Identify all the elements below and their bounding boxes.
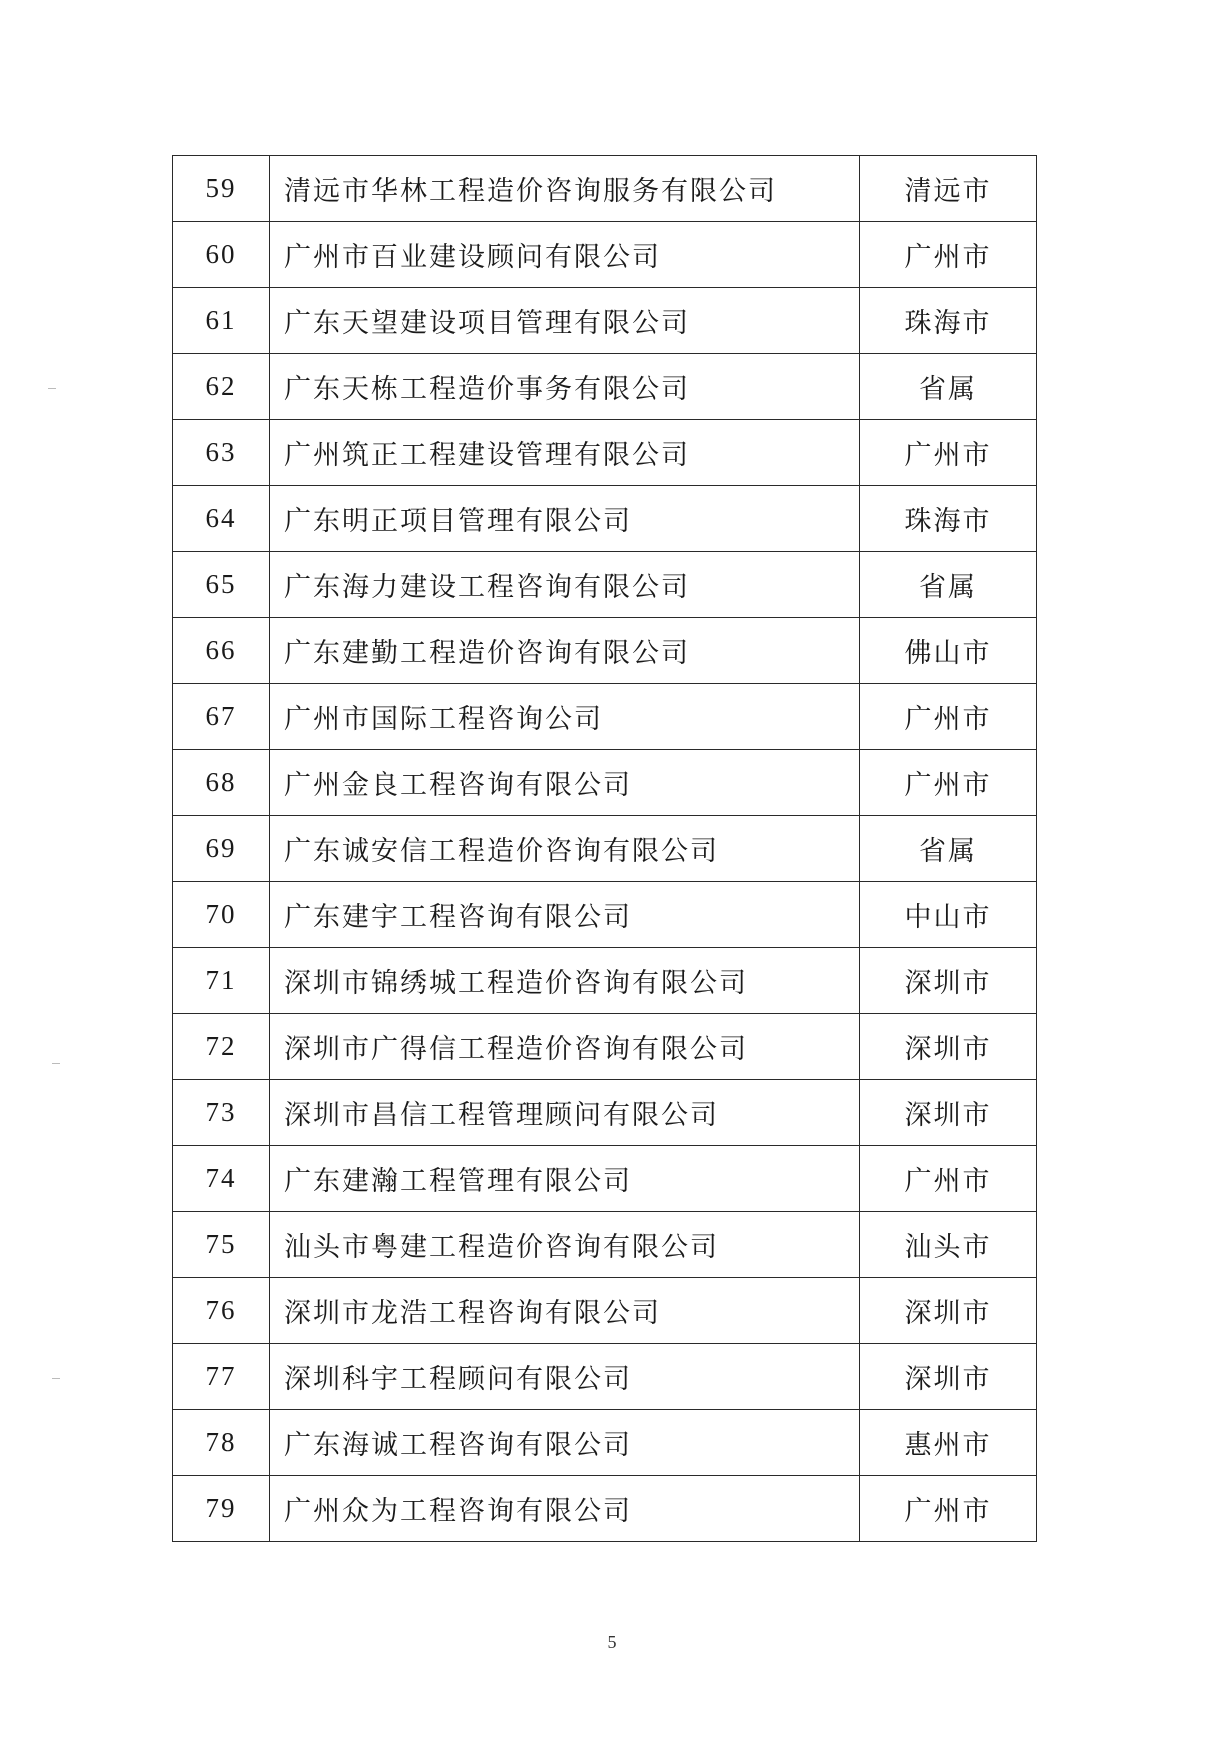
row-number: 75 — [173, 1212, 270, 1278]
row-number: 66 — [173, 618, 270, 684]
company-name: 广州市百业建设顾问有限公司 — [270, 222, 860, 288]
row-number: 61 — [173, 288, 270, 354]
city-name: 深圳市 — [860, 1080, 1037, 1146]
table-row — [173, 222, 1037, 288]
row-number: 72 — [173, 1014, 270, 1080]
company-name: 深圳市龙浩工程咨询有限公司 — [270, 1278, 860, 1344]
table-row — [173, 288, 1037, 354]
city-name: 广州市 — [860, 420, 1037, 486]
table-row — [173, 684, 1037, 750]
city-name: 清远市 — [860, 156, 1037, 222]
table-body — [173, 156, 1037, 1542]
city-name: 省属 — [860, 816, 1037, 882]
city-name: 广州市 — [860, 1146, 1037, 1212]
row-number: 60 — [173, 222, 270, 288]
company-name: 汕头市粤建工程造价咨询有限公司 — [270, 1212, 860, 1278]
table-row — [173, 1410, 1037, 1476]
row-number: 63 — [173, 420, 270, 486]
table-row — [173, 816, 1037, 882]
city-name: 深圳市 — [860, 1014, 1037, 1080]
table-row — [173, 1278, 1037, 1344]
company-name: 广州金良工程咨询有限公司 — [270, 750, 860, 816]
company-name: 深圳市昌信工程管理顾问有限公司 — [270, 1080, 860, 1146]
row-number: 65 — [173, 552, 270, 618]
row-number: 77 — [173, 1344, 270, 1410]
company-list-table — [172, 155, 1037, 1542]
row-number: 74 — [173, 1146, 270, 1212]
row-number: 78 — [173, 1410, 270, 1476]
scan-speck — [52, 1378, 60, 1379]
table-row — [173, 882, 1037, 948]
company-name: 广州众为工程咨询有限公司 — [270, 1476, 860, 1542]
table-row — [173, 1146, 1037, 1212]
company-name: 广东海力建设工程咨询有限公司 — [270, 552, 860, 618]
row-number: 68 — [173, 750, 270, 816]
city-name: 广州市 — [860, 222, 1037, 288]
table-row — [173, 486, 1037, 552]
table-row — [173, 1080, 1037, 1146]
city-name: 省属 — [860, 552, 1037, 618]
row-number: 79 — [173, 1476, 270, 1542]
table-row — [173, 156, 1037, 222]
city-name: 深圳市 — [860, 1344, 1037, 1410]
city-name: 广州市 — [860, 1476, 1037, 1542]
company-name: 广州市国际工程咨询公司 — [270, 684, 860, 750]
city-name: 广州市 — [860, 684, 1037, 750]
city-name: 广州市 — [860, 750, 1037, 816]
row-number: 76 — [173, 1278, 270, 1344]
city-name: 惠州市 — [860, 1410, 1037, 1476]
company-name: 广东天栋工程造价事务有限公司 — [270, 354, 860, 420]
table-row — [173, 948, 1037, 1014]
company-name: 深圳科宇工程顾问有限公司 — [270, 1344, 860, 1410]
company-name: 深圳市广得信工程造价咨询有限公司 — [270, 1014, 860, 1080]
city-name: 珠海市 — [860, 486, 1037, 552]
company-name: 广东建勤工程造价咨询有限公司 — [270, 618, 860, 684]
row-number: 71 — [173, 948, 270, 1014]
row-number: 69 — [173, 816, 270, 882]
table-row — [173, 420, 1037, 486]
row-number: 64 — [173, 486, 270, 552]
company-name: 广东建瀚工程管理有限公司 — [270, 1146, 860, 1212]
city-name: 深圳市 — [860, 948, 1037, 1014]
row-number: 73 — [173, 1080, 270, 1146]
table-row — [173, 1476, 1037, 1542]
row-number: 62 — [173, 354, 270, 420]
company-name: 深圳市锦绣城工程造价咨询有限公司 — [270, 948, 860, 1014]
company-name: 广东海诚工程咨询有限公司 — [270, 1410, 860, 1476]
city-name: 中山市 — [860, 882, 1037, 948]
scan-speck — [48, 388, 56, 389]
table-row — [173, 750, 1037, 816]
company-name: 广东建宇工程咨询有限公司 — [270, 882, 860, 948]
company-name: 清远市华林工程造价咨询服务有限公司 — [270, 156, 860, 222]
company-name: 广东诚安信工程造价咨询有限公司 — [270, 816, 860, 882]
company-name: 广东明正项目管理有限公司 — [270, 486, 860, 552]
city-name: 省属 — [860, 354, 1037, 420]
table-row — [173, 354, 1037, 420]
table-row — [173, 1212, 1037, 1278]
row-number: 67 — [173, 684, 270, 750]
city-name: 深圳市 — [860, 1278, 1037, 1344]
scan-speck — [52, 1063, 60, 1064]
company-name: 广州筑正工程建设管理有限公司 — [270, 420, 860, 486]
table-row — [173, 618, 1037, 684]
city-name: 佛山市 — [860, 618, 1037, 684]
table-row — [173, 552, 1037, 618]
table-row — [173, 1014, 1037, 1080]
city-name: 汕头市 — [860, 1212, 1037, 1278]
city-name: 珠海市 — [860, 288, 1037, 354]
row-number: 70 — [173, 882, 270, 948]
row-number: 59 — [173, 156, 270, 222]
table-row — [173, 1344, 1037, 1410]
page-number: 5 — [607, 1632, 617, 1652]
company-name: 广东天望建设项目管理有限公司 — [270, 288, 860, 354]
